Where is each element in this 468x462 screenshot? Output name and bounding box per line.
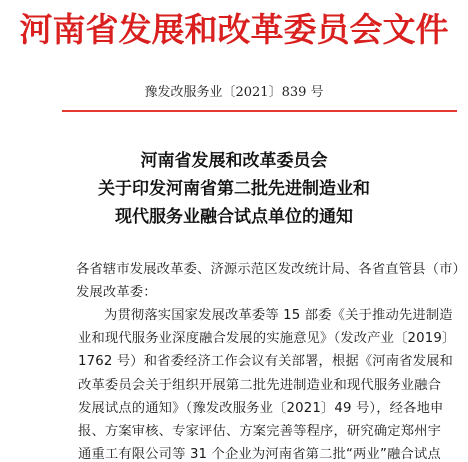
document-number: 豫发改服务业〔2021〕839 号 xyxy=(144,85,324,100)
masthead-title: 河南省发展和改革委员会文件 xyxy=(19,10,449,49)
body-line: 业和现代服务业深度融合发展的实施意见》（发改产业〔2019〕 xyxy=(78,331,456,346)
body-line: 改革委员会关于组织开展第二批先进制造业和现代服务业融合 xyxy=(78,378,442,393)
salutation-line-2: 发展改革委： xyxy=(76,285,157,300)
notice-title-line-1: 河南省发展和改革委员会 xyxy=(140,151,328,171)
notice-title-line-2: 关于印发河南省第二批先进制造业和 xyxy=(98,179,370,199)
body-line: 为贯彻落实国家发展改革委等 15 部委《关于推动先进制造 xyxy=(104,308,453,323)
salutation-line-1: 各省辖市发展改革委、济源示范区发改统计局、各省直管县（市） xyxy=(76,262,466,277)
red-divider-line xyxy=(62,110,457,112)
body-line: 通重工有限公司等 31 个企业为河南省第二批“两业”融合试点 xyxy=(78,447,441,462)
body-line: 发展试点的通知》（豫发改服务业〔2021〕49 号），经各地申 xyxy=(78,401,444,416)
body-line: 报、方案审核、专家评估、方案完善等程序，研究确定郑州宇 xyxy=(78,424,442,439)
notice-title-line-3: 现代服务业融合试点单位的通知 xyxy=(115,207,353,227)
body-line: 1762 号）和省委经济工作会议有关部署，根据《河南省发展和 xyxy=(78,354,453,369)
